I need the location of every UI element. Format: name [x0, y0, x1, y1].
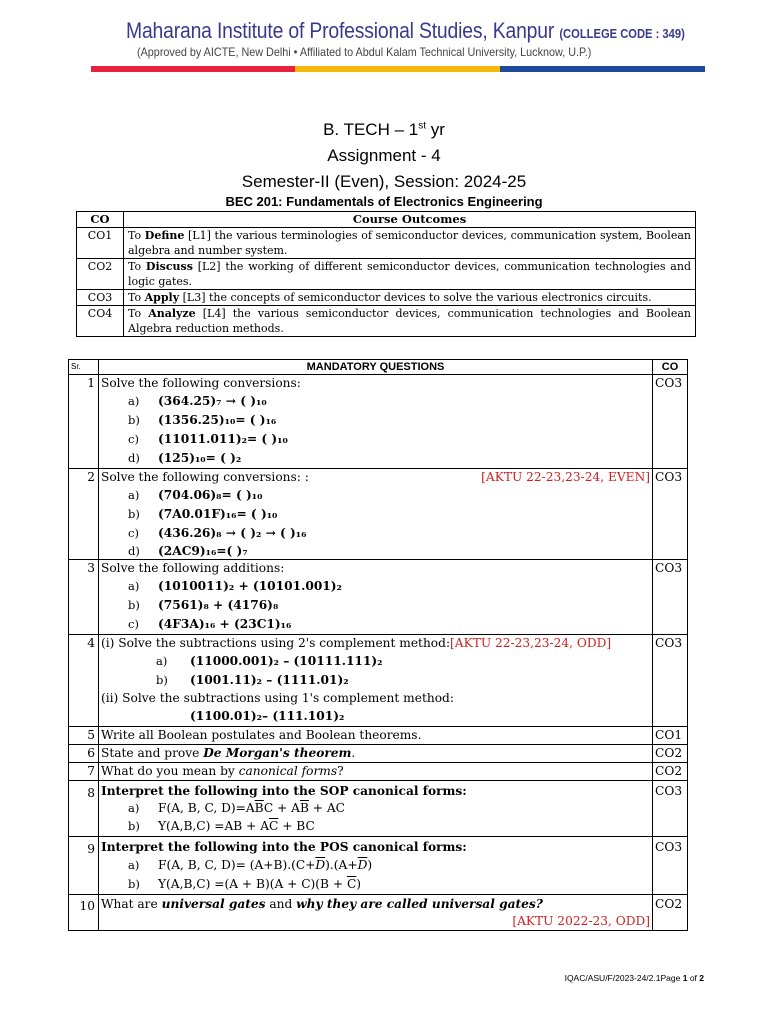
header-bar-yellow [295, 66, 500, 72]
approval-line: (Approved by AICTE, New Delhi • Affiliated to Abdul Kalam Technical University, Lucknow, U.P.) [137, 45, 592, 59]
list-item: a) (364.25)₇ → ( )₁₀ [128, 394, 267, 408]
page-footer: IQAC/ASU/F/2023-24/2.1Page 1 of 2 [564, 973, 704, 983]
mandatory-questions-table [68, 359, 688, 931]
question-text: What are universal gates and why they are called universal gates? [101, 897, 543, 911]
list-item: c) (4F3A)₁₆ + (23C1)₁₆ [128, 617, 292, 631]
question-text: Write all Boolean postulates and Boolean theorems. [99, 727, 653, 745]
list-item: a) (11000.001)₂ – (10111.111)₂ [156, 654, 383, 668]
table-row: CO3 To Apply [L3] the concepts of semiconductor devices to solve the various electronics circuits. [77, 290, 696, 306]
list-item: b) (1356.25)₁₀= ( )₁₆ [128, 413, 277, 427]
question-row: 9 Interpret the following into the POS canonical forms: a) F(A, B, C, $D)= (A+B).(C+\overline{D}).(A+\overline{D})$ b) $Y(A,B,C) =(A + B)(A + C)(B + \overline{C})$ CO3 [69, 837, 688, 895]
list-item: c) (11011.011)₂= ( )₁₀ [128, 432, 288, 446]
co-header: CO [77, 212, 124, 228]
semester-title: Semester-II (Even), Session: 2024-25 [241, 172, 527, 191]
aktu-tag: [AKTU 22-23,23-24, ODD] [450, 636, 612, 650]
question-text: What do you mean by canonical forms? [99, 763, 653, 781]
question-text: Solve the following conversions: [101, 376, 301, 390]
question-text: Interpret the following into the SOP canonical forms: [101, 784, 467, 798]
questions-header: MANDATORY QUESTIONS [99, 360, 653, 375]
list-item: d) (125)₁₀= ( )₂ [128, 451, 242, 465]
question-text: Interpret the following into the POS canonical forms: [101, 840, 467, 854]
sr-header: Sr. [69, 360, 99, 375]
list-item: (1100.01)₂– (111.101)₂ [190, 709, 345, 723]
question-text: Solve the following conversions: : [101, 470, 309, 484]
course-outcomes-table [76, 211, 696, 337]
list-item: b) $Y(A,B,C) =(A + B)(A + C)(B + \overline{C})$ [128, 877, 362, 891]
question-row: 10 What are universal gates and why they are called universal gates? [AKTU 2022-23, ODD] CO2 [69, 895, 688, 931]
header-bar-blue [500, 66, 705, 72]
question-row: 8 Interpret the following into the SOP canonical forms: a) F(A, B, C, $D)=A\overline{B}C + A\overline{B}$ + AC b) $Y(A,B,C) =AB + A\overline{C}$ + BC CO3 [69, 781, 688, 837]
subject-title: BEC 201: Fundamentals of Electronics Engineering [225, 194, 543, 209]
list-item: b) (7A0.01F)₁₆= ( )₁₀ [128, 507, 278, 521]
question-text: (i) Solve the subtractions using 2's complement method: [101, 636, 451, 650]
question-row: 5 Write all Boolean postulates and Boolean theorems. CO1 [69, 727, 688, 745]
question-row: 6 State and prove De Morgan's theorem. CO2 [69, 745, 688, 763]
co-col-header: CO [653, 360, 688, 375]
question-row: 1 Solve the following conversions: a) (364.25)₇ → ( )₁₀ b) (1356.25)₁₀= ( )₁₆ c) (11011.011)₂= ( )₁₀ d) (125)₁₀= ( )₂ CO3 [69, 375, 688, 469]
list-item: b) $Y(A,B,C) =AB + A\overline{C}$ + BC [128, 819, 315, 833]
assignment-title: Assignment - 4 [327, 146, 441, 165]
header-bar-red [91, 66, 295, 72]
question-row: 2 Solve the following conversions: : [AKTU 22-23,23-24, EVEN] a) (704.06)₈= ( )₁₀ b) (7A0.01F)₁₆= ( )₁₀ c) (436.26)₈ → ( )₂ → ( )₁₆ d) (2AC9)₁₆=( )₇ CO3 [69, 469, 688, 560]
list-item: a) (1010011)₂ + (10101.001)₂ [128, 579, 342, 593]
institute-name: Maharana Institute of Professional Studies, Kanpur (COLLEGE CODE : 349) [126, 18, 685, 43]
question-row: 7 What do you mean by canonical forms? CO2 [69, 763, 688, 781]
list-item: a) F(A, B, C, $D)=A\overline{B}C + A\overline{B}$ + AC [128, 801, 345, 815]
aktu-tag: [AKTU 22-23,23-24, EVEN] [481, 470, 650, 484]
list-item: c) (436.26)₈ → ( )₂ → ( )₁₆ [128, 526, 307, 540]
question-text: State and prove De Morgan's theorem. [99, 745, 653, 763]
question-row: 4 (i) Solve the subtractions using 2's complement method:[AKTU 22-23,23-24, ODD] a) (11000.001)₂ – (10111.111)₂ b) (1001.11)₂ – (1111.01)₂ (ii) Solve the subtractions using 1's complement method: (1100.01)₂– (111.101)₂ CO3 [69, 635, 688, 727]
list-item: b) (7561)₈ + (4176)₈ [128, 598, 279, 612]
list-item: b) (1001.11)₂ – (1111.01)₂ [156, 673, 349, 687]
table-row: CO1 To Define [L1] the various terminologies of semiconductor devices, communication system, Boolean algebra and number system. [77, 228, 696, 259]
course-title: B. TECH – 1st yr [323, 120, 445, 139]
question-text: Solve the following additions: [101, 561, 285, 575]
table-row: CO2 To Discuss [L2] the working of different semiconductor devices, communication technologies and logic gates. [77, 259, 696, 290]
question-text: (ii) Solve the subtractions using 1's complement method: [101, 691, 454, 705]
table-row: CO4 To Analyze [L4] the various semiconductor devices, communication technologies and Boolean Algebra reduction methods. [77, 306, 696, 337]
list-item: a) F(A, B, C, $D)= (A+B).(C+\overline{D}).(A+\overline{D})$ [128, 858, 373, 872]
list-item: d) (2AC9)₁₆=( )₇ [128, 544, 248, 558]
college-code: (COLLEGE CODE : 349) [559, 26, 685, 41]
question-row: 3 Solve the following additions: a) (1010011)₂ + (10101.001)₂ b) (7561)₈ + (4176)₈ c) (4F3A)₁₆ + (23C1)₁₆ CO3 [69, 560, 688, 635]
list-item: a) (704.06)₈= ( )₁₀ [128, 488, 263, 502]
outcomes-header: Course Outcomes [124, 212, 696, 228]
aktu-tag: [AKTU 2022-23, ODD] [512, 914, 650, 928]
